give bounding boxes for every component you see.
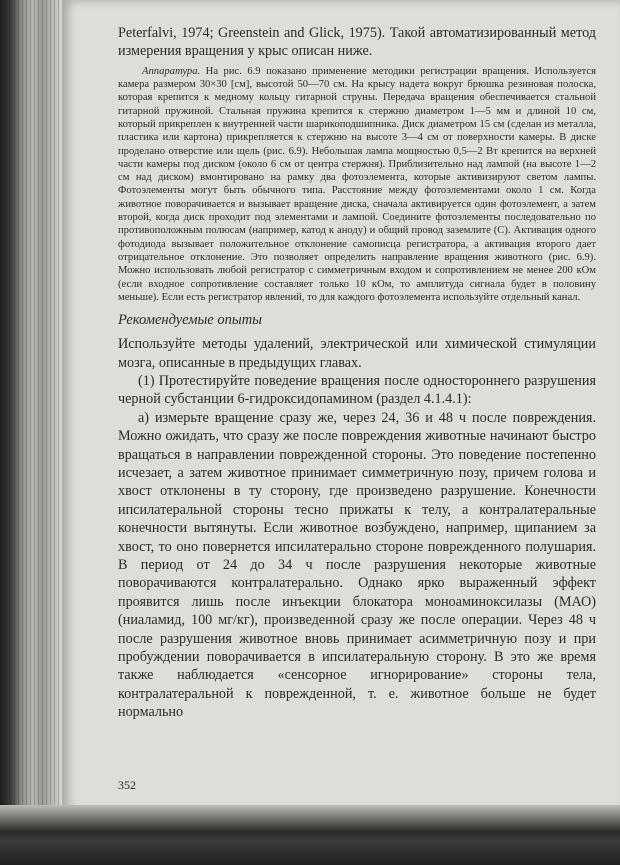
item-1-paragraph: (1) Протестируйте поведение вращения после одностороннего разрушения черной субстанции 6-гидроксидопамином (раздел 4.1.4.1): — [118, 372, 596, 408]
book-bottom-edge — [0, 805, 620, 865]
apparatus-lead: Аппаратура. — [142, 65, 201, 77]
book-spine — [0, 0, 60, 820]
methods-paragraph: Используйте методы удалений, электрической или химической стимуляции мозга, описанные в предыдущих главах. — [118, 336, 596, 371]
page-number: 352 — [118, 778, 136, 792]
apparatus-text: На рис. 6.9 показано применение методики регистрации вращения. Используется камера размером 30×30 [см], высотой 50—70 см. На крысу надета вокруг брюшка резиновая полоска, которая крепится к медному кольцу гитарной струны. Передача вращения обеспечивается стальной гитарной пружиной. Стальная пружина крепится к стержню диаметром 1—5 мм и длиной 10 см, который прикреплен к внутренней части шарикоподшипника. Диск диаметром 15 см (сделан из металла, пластика или картона) прикрепляется к стержню на высоте 3—4 см от поверхности камеры. В диске проделано отверстие или щель (рис. 6.9). Небольшая лампа мощностью 0,5—2 Вт крепится на верхней части камеры под диском (около 6 см от центра стержня). Приблизительно над лампой (на высоте 1—2 см над диском) вмонтировано на рамку два фотоэлемента, которые активизируют светом лампы. Фотоэлементы могут быть обычного типа. Расстояние между фотоэлементами около 1 см. Когда животное поворачивается и вызывает вращение диска, сначала активируется один фотоэлемент, а затем второй, когда диск проходит под элементами и лампой. Соедините фотоэлементы последовательно по противоположным полюсам (например, катод к аноду) и общий провод заземлите (С). Активация одного фотодиода вызывает положительное отклонение самописца регистратора, а активация второго дает отрицательное отклонение. Это позволяет определить направление вращения животного (рис. 6.9). Можно использовать любой регистратор с симметричным входом и сопротивлением не менее 200 кОм (если входное сопротивление составляет только 10 кОм, то амплитуда сигнала будет в половину меньше). Если есть регистратор явлений, то для каждого фотоэлемента используйте отдельный канал. — [118, 65, 596, 303]
intro-paragraph: Peterfalvi, 1974; Greenstein and Glick, 1975). Такой автоматизированный метод измерения вращения у крыс описан ниже. — [118, 25, 596, 60]
section-heading: Рекомендуемые опыты — [118, 312, 262, 329]
apparatus-paragraph — [118, 65, 596, 304]
item-a-paragraph: а) измерьте вращение сразу же, через 24, 36 и 48 ч после повреждения. Можно ожидать, что сразу же после повреждения животные начинают быстро вращаться в направлении поврежденной стороны. Это поведение постепенно исчезает, а затем животное принимает симметричную позу, причем голова и хвост отклонены в ту сторону, где произведено разрушение. Конечности ипсилатеральной стороны тесно прижаты к телу, а контралатеральные конечности вытянуты. Если животное возбуждено, например, щипанием за хвост, то оно повернется ипсилатерально стороне поврежденного полушария. В период от 24 до 34 ч после разрушения некоторые животные поворачиваются контралатерально. Однако ярко выраженный эффект проявится лишь после инъекции блокатора моноаминоксилазы (МАО) (ниаламид, 100 мг/кг), произведенной сразу же после операции. Через 48 ч после разрушения животное вновь принимает асимметричную позу и при пробуждении поворачивается в ипсилатеральную сторону. В это же время также наблюдается «сенсорное игнорирование» стороны тела, контралатеральной к поврежденной, т. е. животное больше не будет нормально — [118, 409, 596, 721]
page-edges — [14, 0, 60, 820]
page-content — [118, 24, 596, 722]
